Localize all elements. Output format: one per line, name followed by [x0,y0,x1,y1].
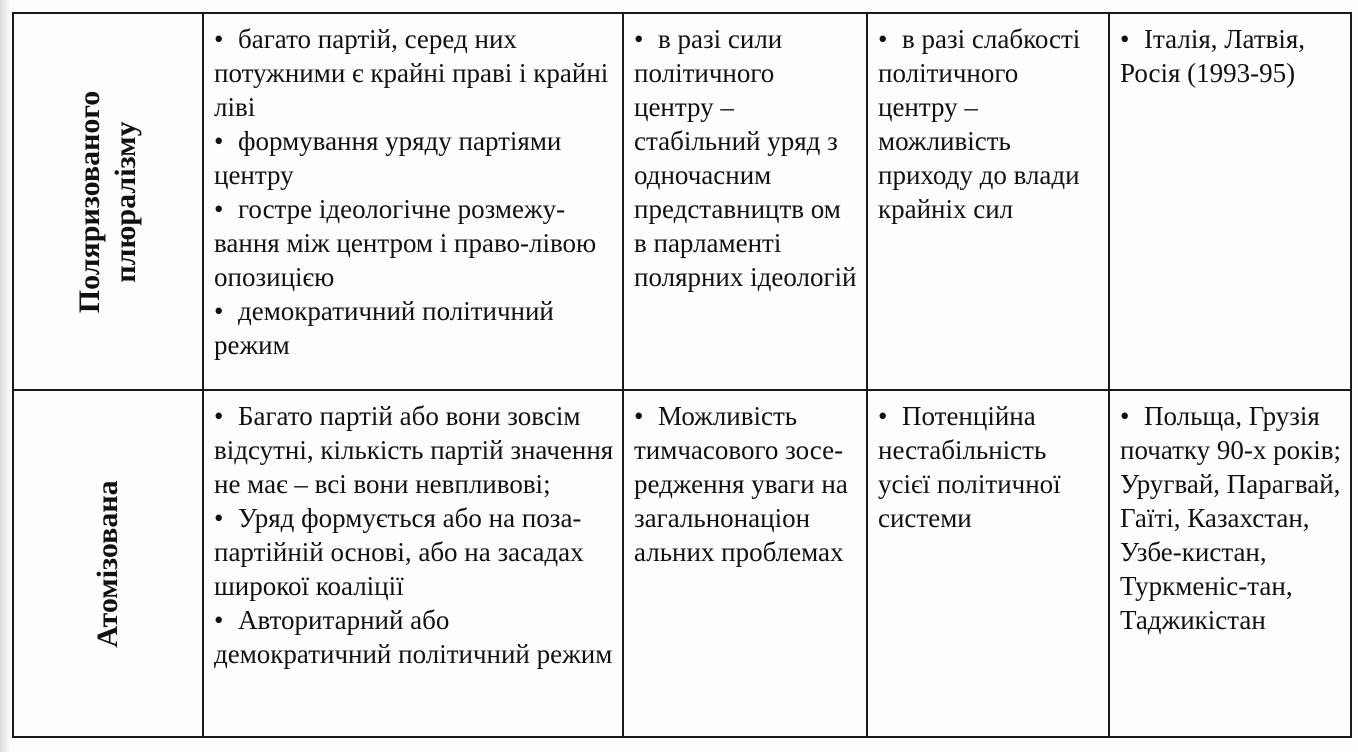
feature-item [214,399,616,501]
positive-cell-polarized [623,13,867,390]
negative-cell-polarized [867,13,1109,390]
feature-text: Багато партій або вони зовсім відсутні, кількість партій значення не має – всі вони невпливові; [214,401,614,499]
bullet-icon: • [214,24,224,54]
scan-edge-shadow [0,0,10,752]
countries-text: Польща, Грузія початку 90-х років; Уругвай, Парагвай, Гаїті, Казахстан, Узбе-кистан, Туркменіс-тан, Таджикістан [1120,401,1342,635]
bullet-icon: • [878,401,888,431]
positive-item [634,399,860,569]
bullet-icon: • [214,296,224,326]
positive-text: Можливість тимчасового зосе-редження уваги на загальнонаціон альних проблемах [634,401,848,567]
countries-item [1120,399,1344,637]
type-label-atomized [90,480,126,647]
negative-item [878,399,1102,535]
feature-item [214,501,616,603]
bullet-icon: • [214,401,224,431]
features-cell-atomized [203,390,623,737]
positive-cell-atomized [623,390,867,737]
party-system-table [12,12,1352,738]
countries-text: Італія, Латвія, Росія (1993-95) [1120,24,1306,88]
negative-cell-atomized [867,390,1109,737]
negative-item [878,22,1102,226]
bullet-icon: • [634,401,644,431]
negative-text: Потенційна нестабільність усієї політичної системи [878,401,1061,533]
feature-text: гостре ідеологічне розмежу-вання між центром і право-лівою опозицією [214,194,597,292]
feature-item [214,294,616,362]
type-label-polarized [72,90,144,312]
countries-cell-polarized [1109,13,1351,390]
type-cell-atomized [13,390,203,737]
feature-text: демократичний політичний режим [214,296,554,360]
bullet-icon: • [214,194,224,224]
bullet-icon: • [214,126,224,156]
positive-text: в разі сили політичного центру – стабільний уряд з одночасним представництв ом в парламенті полярних ідеологій [634,24,857,292]
bullet-icon: • [634,24,644,54]
negative-text: в разі слабкості політичного центру – можливість приходу до влади крайніх сил [878,24,1081,224]
bullet-icon: • [878,24,888,54]
table-row-atomized [13,390,1351,737]
bullet-icon: • [1120,401,1130,431]
bullet-icon: • [214,503,224,533]
feature-text: Авторитарний або демократичний політичний режим [214,605,613,669]
type-label-line: Атомізована [91,479,124,648]
feature-text: Уряд формується або на поза-партійній основі, або на засадах широкої коаліції [214,503,584,601]
table-row-polarized [13,13,1351,390]
countries-cell-atomized [1109,390,1351,737]
type-label-line: плюралізму [109,120,142,283]
type-label-line: Поляризованого [73,90,106,313]
feature-item [214,603,616,671]
feature-item [214,22,616,124]
countries-item [1120,22,1344,90]
feature-item [214,124,616,192]
bullet-icon: • [1120,24,1130,54]
feature-text: формування уряду партіями центру [214,126,562,190]
feature-item [214,192,616,294]
features-cell-polarized [203,13,623,390]
feature-text: багато партій, серед них потужними є крайні праві і крайні ліві [214,24,609,122]
positive-item [634,22,860,294]
bullet-icon: • [214,605,224,635]
type-cell-polarized [13,13,203,390]
